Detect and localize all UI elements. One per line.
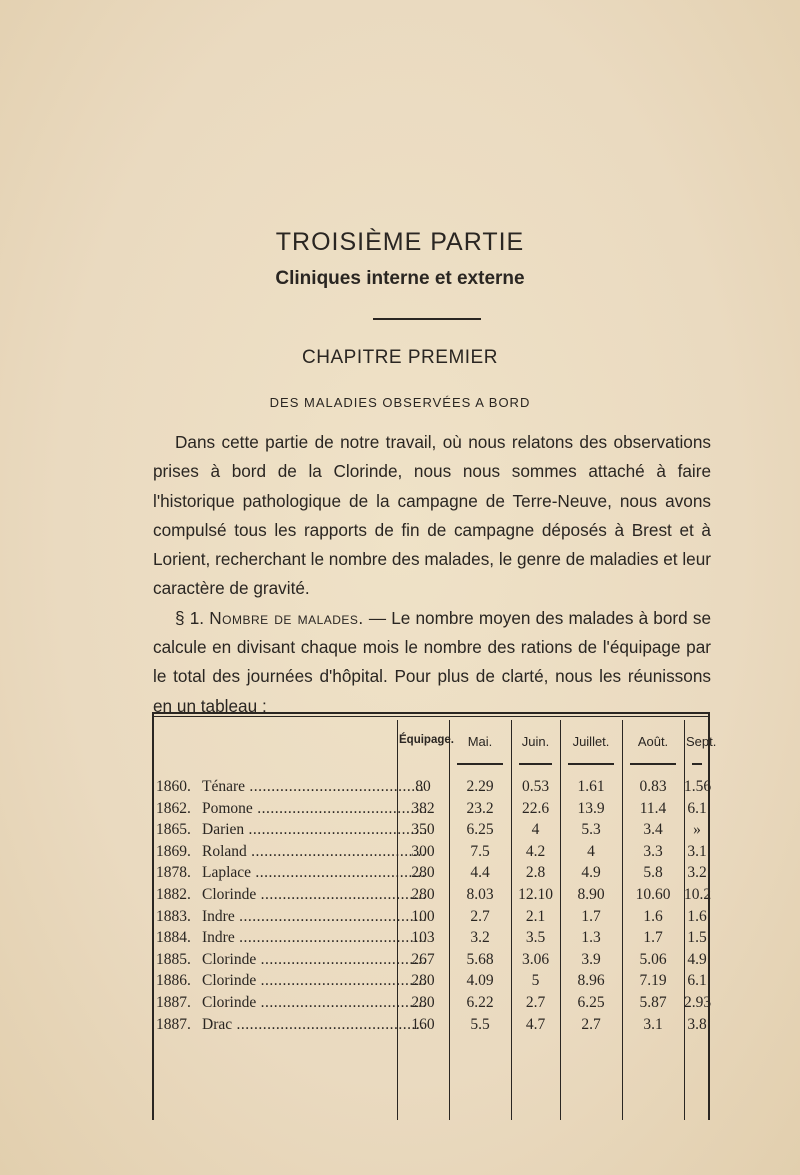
- cell-equipage: 280: [411, 994, 435, 1011]
- cell-aout: 0.83: [639, 778, 667, 795]
- cell-mai: 3.2: [470, 929, 490, 947]
- cell-sept: 3.2: [687, 864, 707, 882]
- row-ship-name: Darien .....: [202, 821, 426, 839]
- cell-juin: 3.06: [521, 950, 550, 968]
- row-year: 1883.: [156, 907, 191, 925]
- cell-sept: 10.2: [684, 886, 712, 903]
- part-title: TROISIÈME PARTIE: [275, 228, 525, 256]
- table-row: [152, 800, 710, 821]
- row-year: 1886.: [156, 972, 191, 990]
- cell-sept: 1.5: [687, 929, 707, 947]
- row-ship-name: Pomone .....: [202, 800, 426, 818]
- section-text: — Le nombre moyen des malades à bord se calcule en divisant chaque mois le nombre des rations de l'équipage par le total des journées d'hôpital. Pour plus de clarté, nous les réunissons en un tableau :: [153, 607, 712, 716]
- cell-juin: 12.10: [518, 886, 553, 903]
- row-year: 1862.: [156, 799, 191, 817]
- table-row: [152, 843, 710, 864]
- table-row: [152, 929, 710, 950]
- cell-sept: »: [693, 821, 701, 839]
- cell-juillet: 5.3: [581, 821, 601, 839]
- header-underline: [457, 763, 503, 765]
- cell-juillet: 4: [587, 842, 595, 860]
- row-ship-name: Clorinde .....: [202, 994, 426, 1012]
- row-year: 1865.: [156, 821, 191, 839]
- cell-equipage: 350: [411, 821, 435, 839]
- cell-aout: 5.8: [643, 864, 663, 882]
- table-row: [152, 886, 710, 907]
- row-ship-name: Clorinde .....: [202, 951, 426, 969]
- cell-juin: 4.7: [525, 1015, 546, 1033]
- cell-juin: 5: [531, 972, 540, 990]
- cell-juin: 2.1: [525, 907, 546, 925]
- cell-aout: 5.87: [639, 994, 667, 1011]
- cell-mai: 8.03: [466, 886, 494, 903]
- row-ship-name: Clorinde .....: [202, 972, 426, 990]
- header-underline: [519, 763, 552, 765]
- row-ship-name: Laplace .....: [202, 864, 426, 882]
- cell-equipage: 280: [411, 864, 435, 882]
- cell-mai: 4.4: [470, 864, 490, 882]
- column-header-sept: Sept.: [686, 734, 717, 749]
- cell-juillet: 4.9: [581, 864, 601, 882]
- cell-mai: 5.5: [470, 1015, 490, 1033]
- row-year: 1884.: [156, 929, 191, 947]
- cell-aout: 5.06: [639, 950, 667, 968]
- paragraph-intro: Dans cette partie de notre travail, où nous relatons des observations prises à bord de la Clorinde, nous nous sommes attaché à faire l'historique pathologique de la campagne de Terre-Neuve, nous avons compulsé tous les rapports de fin de campagne déposés à Brest et à Lorient, recherchant le nombre des malades, le genre de maladies et leur caractère de gravité.: [153, 432, 711, 599]
- row-year: 1882.: [156, 886, 191, 903]
- cell-aout: 1.6: [643, 907, 663, 925]
- cell-juillet: 8.96: [577, 972, 605, 990]
- cell-sept: 6.1: [687, 799, 707, 817]
- section-subtitle: Cliniques interne et externe: [275, 268, 525, 289]
- cell-juin: 4: [531, 821, 540, 839]
- title-divider: [373, 318, 481, 320]
- cell-juin: 22.6: [521, 799, 550, 817]
- column-header-aout: Août.: [637, 734, 669, 749]
- chapter-subtitle: DES MALADIES OBSERVÉES A BORD: [269, 395, 531, 410]
- cell-equipage: 103: [411, 929, 435, 947]
- cell-juillet: 1.7: [581, 907, 601, 925]
- table-top-rule: [152, 712, 710, 714]
- table-row: [152, 821, 710, 842]
- cell-sept: 3.8: [687, 1015, 707, 1033]
- cell-sept: 3.1: [687, 842, 707, 860]
- table-row: [152, 908, 710, 929]
- row-ship-name: Indre .....: [202, 908, 426, 926]
- cell-sept: 1.6: [687, 907, 707, 925]
- cell-mai: 23.2: [466, 799, 494, 817]
- column-header-juin: Juin.: [521, 734, 550, 749]
- cell-aout: 3.4: [643, 821, 663, 839]
- column-header-mai: Mai.: [467, 734, 493, 749]
- cell-juin: 2.7: [525, 994, 546, 1011]
- cell-juillet: 1.3: [581, 929, 601, 947]
- row-ship-name: Drac .....: [202, 1016, 426, 1034]
- table-row: [152, 994, 710, 1015]
- body-text: [153, 428, 711, 721]
- cell-juin: 2.8: [525, 864, 546, 882]
- header-underline: [568, 763, 614, 765]
- cell-equipage: 80: [415, 778, 431, 795]
- cell-juillet: 8.90: [577, 886, 605, 903]
- cell-equipage: 280: [411, 972, 435, 990]
- row-year: 1887.: [156, 994, 191, 1011]
- cell-juin: 0.53: [521, 778, 550, 795]
- section-heading: Nombre de malades.: [209, 607, 364, 628]
- table-row: [152, 951, 710, 972]
- cell-equipage: 300: [411, 842, 435, 860]
- cell-aout: 10.60: [635, 886, 671, 903]
- row-year: 1878.: [156, 864, 191, 882]
- table-row: [152, 972, 710, 993]
- column-header-equipage: Équipage.: [399, 734, 454, 746]
- row-year: 1869.: [156, 842, 191, 860]
- header-underline: [630, 763, 676, 765]
- cell-sept: 4.9: [687, 950, 707, 968]
- cell-equipage: 100: [411, 907, 435, 925]
- cell-juin: 4.2: [525, 842, 546, 860]
- chapter-title: CHAPITRE PREMIER: [302, 347, 498, 368]
- section-number: § 1.: [175, 607, 205, 628]
- cell-mai: 2.7: [470, 907, 490, 925]
- cell-sept: 2.93: [684, 994, 712, 1011]
- patients-table: [152, 712, 717, 1120]
- cell-equipage: 267: [411, 950, 435, 968]
- row-ship-name: Roland .....: [202, 843, 426, 861]
- table-top-rule-thin: [152, 716, 710, 717]
- cell-juillet: 13.9: [577, 799, 605, 817]
- table-row: [152, 864, 710, 885]
- header-underline: [692, 763, 702, 765]
- cell-equipage: 160: [411, 1015, 435, 1033]
- cell-aout: 7.19: [639, 972, 667, 990]
- cell-aout: 11.4: [639, 799, 667, 817]
- row-ship-name: Indre .....: [202, 929, 426, 947]
- cell-mai: 5.68: [466, 950, 494, 968]
- cell-juillet: 1.61: [577, 778, 605, 795]
- cell-mai: 6.25: [466, 821, 494, 839]
- cell-juin: 3.5: [525, 929, 546, 947]
- cell-sept: 6.1: [687, 972, 707, 990]
- row-year: 1887.: [156, 1015, 191, 1033]
- cell-sept: 1.56: [684, 778, 712, 795]
- paragraph-section-1: [153, 604, 711, 721]
- cell-juillet: 3.9: [581, 950, 601, 968]
- cell-aout: 1.7: [643, 929, 663, 947]
- cell-juillet: 2.7: [581, 1015, 601, 1033]
- cell-mai: 4.09: [466, 972, 494, 990]
- table-row: [152, 778, 710, 799]
- row-year: 1885.: [156, 950, 191, 968]
- cell-mai: 6.22: [466, 994, 494, 1011]
- column-header-juillet: Juillet.: [572, 734, 610, 749]
- cell-equipage: 280: [411, 886, 435, 903]
- cell-aout: 3.1: [643, 1015, 663, 1033]
- cell-mai: 2.29: [466, 778, 494, 795]
- row-ship-name: Ténare .....: [202, 778, 426, 796]
- cell-juillet: 6.25: [577, 994, 605, 1011]
- table-row: [152, 1016, 710, 1037]
- cell-equipage: 382: [411, 799, 435, 817]
- cell-aout: 3.3: [643, 842, 663, 860]
- row-ship-name: Clorinde .....: [202, 886, 426, 904]
- row-year: 1860.: [156, 778, 191, 795]
- cell-mai: 7.5: [470, 842, 490, 860]
